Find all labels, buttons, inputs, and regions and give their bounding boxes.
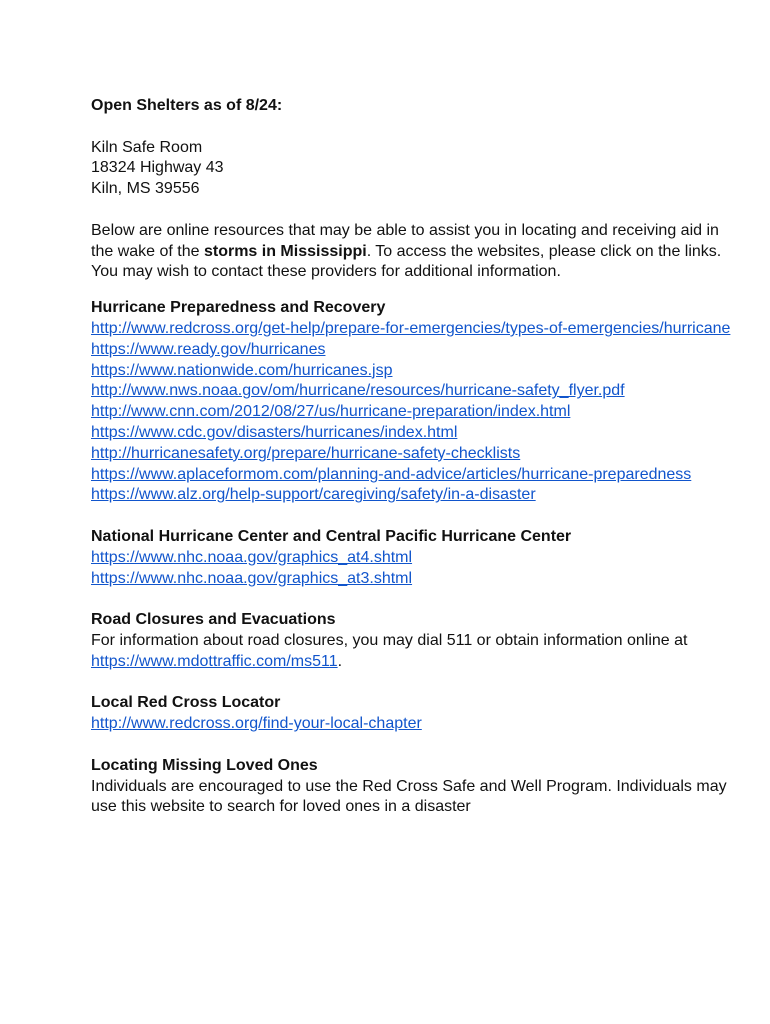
resource-link[interactable]: https://www.ready.gov/hurricanes xyxy=(91,340,326,358)
section-preparedness xyxy=(91,298,731,506)
shelter-street: 18324 Highway 43 xyxy=(91,159,224,177)
intro-text-after: . To access the websites, please click on the links. You may wish to contact these providers for additional information. xyxy=(91,242,722,281)
red-cross-chapter-link[interactable]: http://www.redcross.org/find-your-local-chapter xyxy=(91,715,422,733)
section-nhc xyxy=(91,527,731,589)
section-roads xyxy=(91,610,731,672)
page-heading: Open Shelters as of 8/24: xyxy=(91,97,283,114)
resource-link[interactable]: http://www.cnn.com/2012/08/27/us/hurricane-preparation/index.html xyxy=(91,403,571,421)
resource-link[interactable]: http://www.redcross.org/get-help/prepare-for-emergencies/types-of-emergencies/hurricane xyxy=(91,319,731,337)
missing-paragraph: Individuals are encouraged to use the Red Cross Safe and Well Program. Individuals may use this website to search for loved ones in a disaster xyxy=(91,777,727,816)
roads-text-before: For information about road closures, you may dial 511 or obtain information online at xyxy=(91,631,688,649)
resource-link[interactable]: https://www.alz.org/help-support/caregiving/safety/in-a-disaster xyxy=(91,486,536,504)
shelter-name: Kiln Safe Room xyxy=(91,138,203,156)
intro-text-before: Below are online resources that may be able to assist you in locating and receiving aid in the wake of the xyxy=(91,221,719,260)
roads-text-after: . xyxy=(337,652,343,670)
mdot-traffic-link[interactable]: https://www.mdottraffic.com/ms511 xyxy=(91,652,338,670)
shelter-address xyxy=(91,138,731,200)
resource-link[interactable]: https://www.aplaceformom.com/planning-and-advice/articles/hurricane-preparedness xyxy=(91,465,692,483)
shelter-city: Kiln, MS 39556 xyxy=(91,180,200,198)
resource-link[interactable]: https://www.cdc.gov/disasters/hurricanes/index.html xyxy=(91,423,458,441)
section-red-cross xyxy=(91,693,731,735)
resource-link[interactable]: https://www.nationwide.com/hurricanes.jsp xyxy=(91,361,393,379)
resource-link[interactable]: https://www.nhc.noaa.gov/graphics_at4.shtml xyxy=(91,548,413,566)
section-title: Local Red Cross Locator xyxy=(91,694,281,712)
roads-paragraph xyxy=(91,631,731,673)
resource-link[interactable]: https://www.nhc.noaa.gov/graphics_at3.shtml xyxy=(91,569,413,587)
section-title: National Hurricane Center and Central Pacific Hurricane Center xyxy=(91,527,572,545)
resource-link[interactable]: http://hurricanesafety.org/prepare/hurricane-safety-checklists xyxy=(91,444,521,462)
section-title: Hurricane Preparedness and Recovery xyxy=(91,299,386,317)
section-title: Road Closures and Evacuations xyxy=(91,611,336,629)
section-missing xyxy=(91,756,731,818)
resource-link[interactable]: http://www.nws.noaa.gov/om/hurricane/resources/hurricane-safety_flyer.pdf xyxy=(91,382,625,400)
document-page xyxy=(91,96,731,818)
intro-text-bold: storms in Mississippi xyxy=(203,242,367,260)
intro-paragraph xyxy=(91,221,731,283)
section-title: Locating Missing Loved Ones xyxy=(91,756,318,774)
